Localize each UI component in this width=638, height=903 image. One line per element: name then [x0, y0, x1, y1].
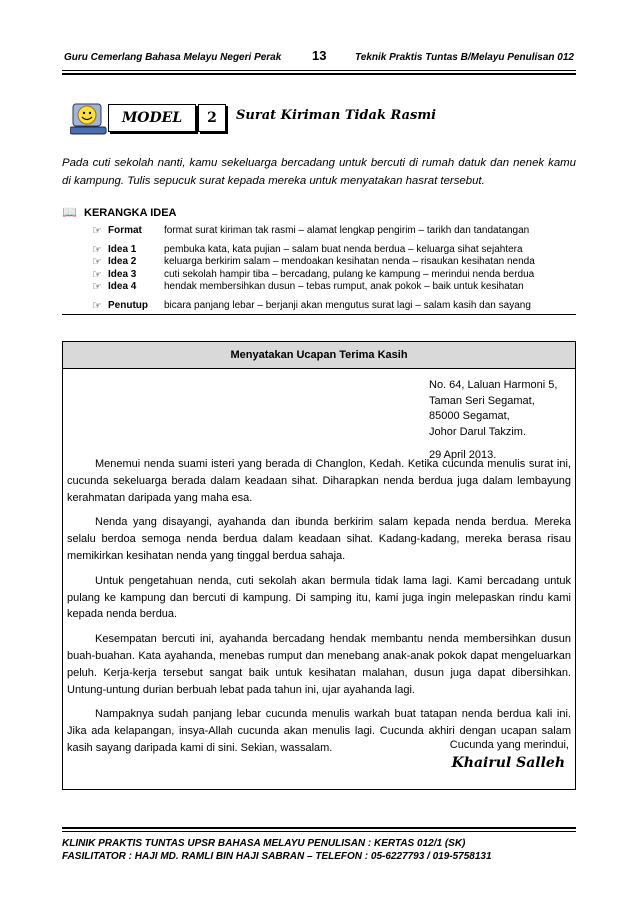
idea-list: [92, 225, 576, 313]
pointing-hand-icon: ☞: [92, 281, 102, 294]
letter-box: [62, 341, 576, 790]
pointing-hand-icon: ☞: [92, 225, 102, 237]
signature: Khairul Salleh: [451, 755, 565, 771]
letter-paragraph: Nampaknya sudah panjang lebar cucunda menulis warkah buat tatapan nenda berdua kali ini. Jika ada kelapangan, insya-Allah cucunda akan menulis lagi. Cucunda akhiri dengan ucapan salam kasih sayang daripada kami di sini. Sekian, wassalam.: [67, 708, 571, 754]
pointing-hand-icon: ☞: [92, 256, 102, 269]
page-header: [62, 48, 576, 68]
idea-key: Penutup: [108, 299, 148, 311]
kerangka-heading: [62, 205, 177, 219]
model-number: 2: [198, 104, 226, 132]
pointing-hand-icon: ☞: [92, 299, 102, 312]
footer-divider: [62, 831, 576, 832]
list-item: [92, 300, 576, 313]
idea-value: format surat kiriman tak rasmi – alamat lengkap pengirim – tarikh dan tandatangan: [164, 225, 530, 236]
address-line: Taman Seri Segamat,: [429, 394, 535, 407]
letter-body: [67, 456, 571, 765]
model-title: Surat Kiriman Tidak Rasmi: [236, 108, 437, 123]
pointing-hand-icon: ☞: [92, 243, 102, 256]
section-divider: [62, 314, 576, 315]
book-icon: 📖: [62, 205, 77, 219]
footer-line: FASILITATOR : HAJI MD. RAMLI BIN HAJI SABRAN – TELEFON : 05-6227793 / 019-5758131: [62, 851, 492, 862]
list-item: [92, 244, 576, 257]
idea-key: Idea 3: [108, 268, 137, 280]
smiley-computer-icon: [70, 100, 108, 136]
list-item: [92, 256, 576, 269]
header-left-text: Guru Cemerlang Bahasa Melayu Negeri Perak: [64, 52, 282, 63]
task-question: Pada cuti sekolah nanti, kamu sekeluarga bercadang untuk bercuti di rumah datuk dan nenek kamu di kampung. Tulis sepucuk surat kepada mereka untuk menyatakan hasrat tersebut.: [62, 157, 576, 187]
idea-key: Format: [108, 225, 142, 236]
letter-paragraph: Menemui nenda suami isteri yang berada di Changlon, Kedah. Ketika cucunda menulis surat ini, cucunda sekeluarga berada dalam keadaan sihat. Diharapkan nenda berdua juga dalam lembayung kerahmatan daripada yang maha esa.: [67, 458, 571, 504]
letter-paragraph: Nenda yang disayangi, ayahanda dan ibunda berkirim salam kepada nenda berdua. Mereka selalu berdoa semoga nenda berdua dalam keadaan sihat. Kadang-kadang, mereka berasa risau memikirkan kesihatan nenda yang tinggal berdua sahaja.: [67, 516, 571, 562]
pointing-hand-icon: ☞: [92, 268, 102, 281]
list-item: [92, 269, 576, 282]
idea-key: Idea 2: [108, 256, 137, 268]
idea-value: pembuka kata, kata pujian – salam buat nenda berdua – keluarga sihat sejahtera: [164, 243, 523, 255]
footer-line: KLINIK PRAKTIS TUNTAS UPSR BAHASA MELAYU PENULISAN : KERTAS 012/1 (SK): [62, 838, 466, 849]
header-right-text: Teknik Praktis Tuntas B/Melayu Penulisan 012: [355, 52, 574, 63]
letter-paragraph: Untuk pengetahuan nenda, cuti sekolah akan bermula tidak lama lagi. Kami bercadang untuk pulang ke kampung dan bercuti di kampung. Di samping itu, kami juga ingin melepaskan rindu kami kepada nenda berdua.: [67, 574, 571, 621]
idea-value: cuti sekolah hampir tiba – bercadang, pulang ke kampung – merindui nenda berdua: [164, 268, 535, 280]
kerangka-heading-text: KERANGKA IDEA: [84, 207, 177, 219]
letter-date: 29 April 2013.: [429, 449, 497, 461]
page-number: 13: [312, 48, 327, 63]
address-line: No. 64, Laluan Harmoni 5,: [429, 379, 558, 391]
letter-heading: Menyatakan Ucapan Terima Kasih: [63, 342, 575, 369]
idea-value: hendak membersihkan dusun – tebas rumput, anak pokok – baik untuk kesihatan: [164, 281, 524, 293]
idea-key: Idea 4: [108, 281, 137, 293]
footer-divider-thick: [62, 827, 576, 829]
page-footer: [62, 837, 492, 863]
list-item: [92, 225, 576, 238]
letter-paragraph: Kesempatan bercuti ini, ayahanda bercadang hendak membantu nenda membersihkan dusun buah-buahan. Kata ayahanda, menebas rumput dan menebang anak-anak pokok dapat mengeluarkan peluh. Kerja-kerja tersebut sangat baik untuk kesihatan malahan, dusun juga dapat dibersihkan. Untung-untung durian berbuah lebat pada tahun ini, ujar ayahanda lagi.: [67, 633, 571, 696]
letter-closing: Cucunda yang merindui,: [449, 739, 569, 751]
sender-address: [429, 378, 557, 464]
idea-value: bicara panjang lebar – berjanji akan mengutus surat lagi – salam kasih dan sayang: [164, 299, 531, 311]
address-line: 85000 Segamat,: [429, 410, 510, 422]
header-divider-thick: [62, 73, 576, 75]
address-line: Johor Darul Takzim.: [429, 425, 526, 438]
model-label: MODEL: [108, 104, 196, 132]
list-item: [92, 281, 576, 294]
header-divider: [62, 70, 576, 71]
idea-key: Idea 1: [108, 243, 137, 255]
idea-value: keluarga berkirim salam – mendoakan kesihatan nenda – risaukan kesihatan nenda: [164, 256, 535, 268]
